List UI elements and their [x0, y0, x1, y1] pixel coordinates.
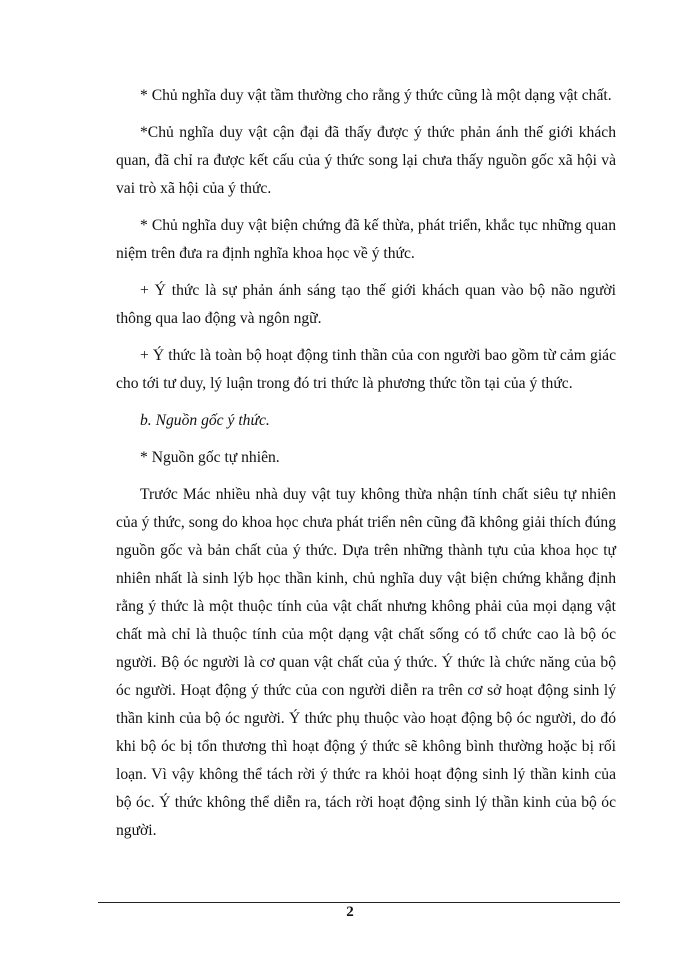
paragraph-dialectical-materialism: * Chủ nghĩa duy vật biện chứng đã kế thừa, phát triển, khắc tục những quan niệm trên đưa ra định nghĩa khoa học về ý thức.: [116, 217, 616, 262]
paragraph-definition-reflection: + Ý thức là sự phản ánh sáng tạo thế giới khách quan vào bộ não người thông qua lao động và ngôn ngữ.: [116, 282, 616, 327]
document-body: [116, 82, 616, 854]
page-number: 2: [346, 904, 354, 920]
paragraph-natural-origin: Trước Mác nhiều nhà duy vật tuy không thừa nhận tính chất siêu tự nhiên của ý thức, song do khoa học chưa phát triển nên cũng đã không giải thích đúng nguồn gốc và bản chất của ý thức. Dựa trên những thành tựu của khoa học tự nhiên nhất là sinh lýb học thần kinh, chủ nghĩa duy vật biện chứng khẳng định rằng ý thức là một thuộc tính của vật chất nhưng không phải của mọi dạng vật chất mà chỉ là thuộc tính của một dạng vật chất sống có tổ chức cao là bộ óc người. Bộ óc người là cơ quan vật chất của ý thức. Ý thức là chức năng của bộ óc người. Hoạt động ý thức của con người diễn ra trên cơ sở hoạt động sinh lý thần kinh của bộ óc người. Ý thức phụ thuộc vào hoạt động bộ óc người, do đó khi bộ óc bị tổn thương thì hoạt động ý thức sẽ không bình thường hoặc bị rối loạn. Vì vậy không thể tách rời ý thức ra khỏi hoạt động sinh lý thần kinh của bộ óc. Ý thức không thể diễn ra, tách rời hoạt động sinh lý thần kinh của bộ óc người.: [116, 486, 616, 839]
section-heading-origin: b. Nguồn gốc ý thức.: [140, 412, 270, 429]
paragraph-modern-materialism: *Chủ nghĩa duy vật cận đại đã thấy được ý thức phản ánh thế giới khách quan, đã chỉ ra được kết cấu của ý thức song lại chưa thấy nguồn gốc xã hội và vai trò xã hội của ý thức.: [116, 124, 616, 197]
subheading-natural-origin: * Nguồn gốc tự nhiên.: [140, 449, 280, 466]
paragraph-vulgar-materialism: * Chủ nghĩa duy vật tầm thường cho rằng ý thức cũng là một dạng vật chất.: [140, 87, 612, 104]
paragraph-definition-activity: + Ý thức là toàn bộ hoạt động tinh thần của con người bao gồm từ cảm giác cho tới tư duy, lý luận trong đó tri thức là phương thức tồn tại của ý thức.: [116, 347, 616, 392]
